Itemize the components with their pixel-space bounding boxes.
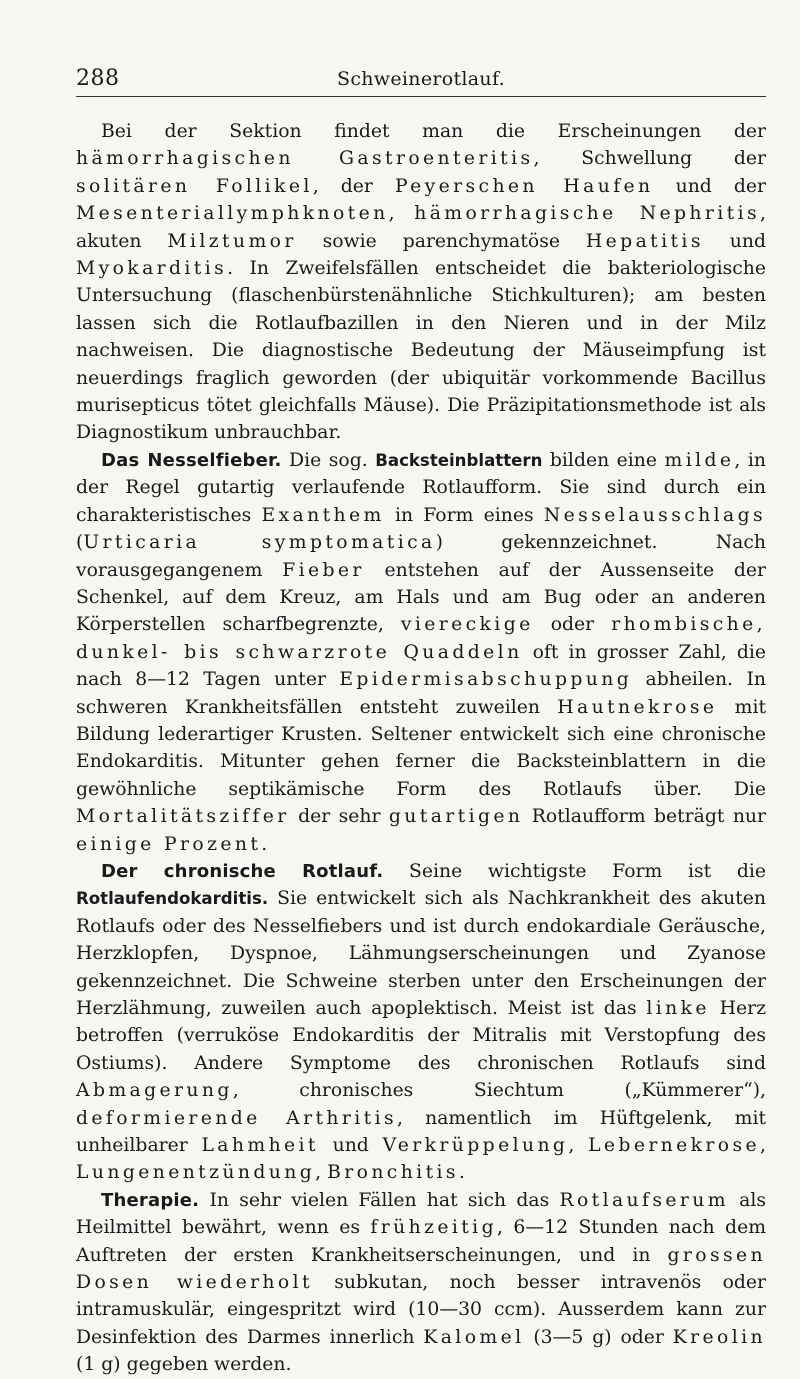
bold-term: Rotlaufendokarditis. [76,889,269,909]
emphasis: Hautnekrose [557,696,718,718]
text-run: subkutan, noch besser intravenös oder intramuskulär, eingespritzt wird (10—30 ccm). Ausserdem kann zur Desinfektion des Darmes innerlich [76,1272,766,1348]
emphasis: deformierende Arthritis [76,1107,397,1129]
emphasis: Lahmheit [201,1135,319,1157]
emphasis: Bronchitis [327,1162,459,1184]
text-run: Sie entwickelt sich als Nachkrankheit des akuten Rotlaufs oder des Nesselfiebers und ist durch endokardiale Geräusche, Herzklopfen, Dyspnoe, Lähmungserscheinungen und Zyanose gekennzeichnet. Die Schweine sterben unter den Erscheinungen der Herzlähmung, zuweilen auch apoplektisch. Meist ist das [76,888,766,1019]
paragraph-chronischer-rotlauf [76,858,766,1187]
bold-term: Backsteinblattern [375,450,543,470]
emphasis: Verkrüppelung [382,1135,569,1157]
emphasis: Milztumor [167,230,297,252]
text-run: Herz betroffen (verruköse Endokarditis der Mitralis mit Verstopfung des Ostiums). Andere Symptome des chronischen Rotlaufs sind [76,998,766,1074]
emphasis: Myokarditis [76,258,228,280]
emphasis: Kreolin [672,1326,766,1348]
emphasis: Mortalitätsziffer [76,806,290,828]
emphasis: Hepatitis [585,230,704,252]
emphasis: solitären Follikel [76,175,313,197]
text-run: der sehr [289,806,389,828]
text-run: , chronisches Siechtum („Kümmerer“), [232,1080,766,1102]
text-run: (1 g) gegeben werden. [76,1354,292,1376]
paragraph-sektion [76,118,766,447]
emphasis: Lebernekrose [588,1135,761,1157]
text-run: , [388,203,415,225]
text-run: . [458,1162,465,1184]
text-run: (3—5 g) oder [524,1326,673,1348]
text-run: als Heilmittel bewährt, wenn es [76,1189,767,1239]
text-run: , 6—12 Stunden nach dem Auftreten der ersten Krankheitserscheinungen, und in [76,1217,767,1266]
emphasis: Fieber [282,559,365,581]
emphasis: Nesselausschlags [543,504,766,526]
emphasis: einige Prozent [76,833,262,855]
section-heading: Der chronische Rotlauf. [101,860,384,882]
text-run: , [568,1135,589,1157]
text-run: , namentlich im Hüftgelenk, mit unheilbarer [76,1107,766,1157]
emphasis: hämorrhagischen Gastroenteritis [76,148,534,170]
text-run: entstehen auf der Aussenseite der Schenkel, auf dem Kreuz, am Hals und am Bug oder an anderen Körperstellen scharfbegrenzte, [76,559,766,636]
text-run: ( [76,532,84,554]
emphasis: Epidermisabschuppung [339,669,633,691]
emphasis: hämorrhagische Nephritis [414,203,761,225]
text-run: , der [312,175,395,197]
emphasis: Mesenteriallymphknoten [76,203,389,225]
text-run: Die sog. [281,449,376,471]
text-run: und der [653,175,767,197]
text-run: abheilen. In schweren Krankheitsfällen entsteht zuweilen [76,669,766,718]
text-run: Bei der Sektion findet man die Erscheinungen der [101,121,766,142]
text-run: und [318,1135,383,1157]
text-run: ) gekennzeichnet. Nach vorausgegangenem [76,532,766,581]
text-run: , [760,1135,766,1157]
emphasis: Kalomel [423,1326,525,1348]
emphasis: Peyerschen Haufen [394,175,654,197]
text-run: Rotlaufform beträgt nur [523,806,766,828]
text-run: . In Zweifelsfällen entscheidet die bakteriologische Untersuchung (flaschenbürstenähnliche Stichkulturen); am besten lassen sich die Rotlaufbazillen in den Nieren und in der Milz nachweisen. Die diagnostische Bedeutung der Mäuseimpfung ist neuerdings fraglich geworden (der ubiquitär vorkommende Bacillus murisepticus tötet gleichfalls Mäuse). Die Präzipitationsmethode ist als Diagnostikum unbrauchbar. [76,258,766,444]
text-run: sowie parenchymatöse [296,230,586,252]
emphasis: Rotlaufserum [559,1189,729,1211]
text-run: und [703,230,766,252]
emphasis: Exanthem [261,504,385,526]
text-run: mit Bildung lederartiger Krusten. Seltener entwickelt sich eine chronische Endokarditis. Mitunter gehen ferner die Backsteinblattern in die gewöhnliche septikämische Form des Rotlaufs über. Die [76,696,766,800]
paragraph-therapie [76,1187,766,1379]
emphasis: rhombische, dunkel- bis schwarzrote Quaddeln [76,614,766,663]
page-header [76,66,766,97]
text-run: , [315,1162,328,1184]
text-run: In sehr vielen Fällen hat sich das [199,1189,560,1211]
section-heading: Therapie. [101,1189,200,1211]
text-run: oft in grosser Zahl, die nach 8—12 Tagen unter [76,641,766,691]
text-run: Seine wichtigste Form ist die [383,860,766,882]
text-run: in Form eines [384,504,544,526]
page-number: 288 [76,66,120,91]
page-body [76,118,766,1379]
emphasis: milde [664,449,735,471]
text-run: , akuten [76,203,766,252]
text-run: , in der Regel gutartig verlaufende Rotlaufform. Sie sind durch ein charakteristisches [76,449,767,526]
emphasis: frühzeitig [370,1217,497,1239]
emphasis: Abmagerung [76,1080,233,1102]
text-run: bilden eine [542,449,665,471]
text-run: , Schwellung der [533,148,766,170]
emphasis: gutartigen [388,806,524,828]
paragraph-nesselfieber [76,447,766,858]
emphasis: Urticaria symptomatica [83,532,436,554]
text-run: . [261,833,268,855]
emphasis: grossen Dosen wiederholt [76,1244,766,1294]
section-heading: Das Nesselfieber. [101,449,282,471]
running-title: Schweinerotlauf. [337,68,505,90]
text-run: oder [533,614,612,636]
emphasis: Lungenentzündung [76,1162,316,1184]
emphasis: viereckige [400,614,534,636]
emphasis: linke [646,998,710,1019]
